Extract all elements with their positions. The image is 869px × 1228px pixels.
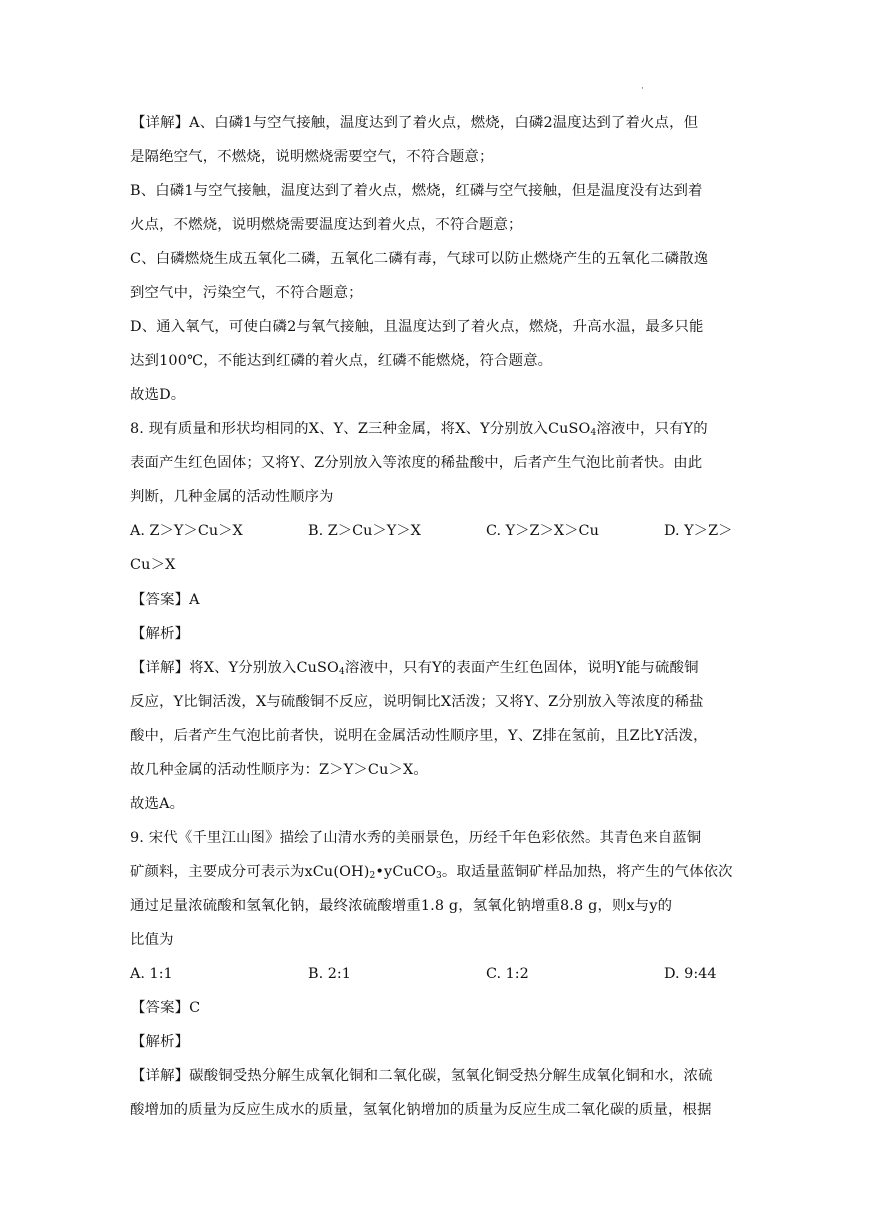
- q8-detail-line1-post: 溶液中，只有Y的表面产生红色固体，说明Y能与硫酸铜: [344, 660, 699, 676]
- q9-answer: 【答案】C: [131, 1000, 201, 1016]
- q9-detail-line1: 【详解】碳酸铜受热分解生成氧化铜和二氧化碳，氢氧化铜受热分解生成氧化铜和水，浓硫: [131, 1068, 713, 1084]
- q7-detail-d-line2: 达到100℃，不能达到红磷的着火点，红磷不能燃烧，符合题意。: [130, 353, 553, 369]
- q8-detail-line1: [131, 658, 699, 678]
- q8-option-d-continued: Cu＞X: [130, 557, 176, 573]
- q9-stem-line2-sub1: 2: [369, 871, 376, 881]
- q8-analysis-heading: 【解析】: [131, 626, 190, 642]
- q8-option-b: B. Z＞Cu＞Y＞X: [308, 523, 421, 539]
- q8-detail-line3: 酸中，后者产生气泡比前者快，说明在金属活动性顺序里，Y、Z排在氢前，且Z比Y活泼，: [130, 728, 708, 744]
- q9-analysis-heading: 【解析】: [131, 1034, 190, 1050]
- q9-stem-line2-sub2: 3: [436, 871, 442, 881]
- q9-option-b: B. 2:1: [308, 966, 351, 982]
- q8-stem-line3: 判断，几种金属的活动性顺序为: [130, 489, 334, 505]
- q9-stem-line2-mid: •yCuCO: [375, 864, 437, 880]
- q7-choice: 故选D。: [130, 387, 186, 403]
- q7-detail-a-line2: 是隔绝空气，不燃烧，说明燃烧需要空气，不符合题意；: [130, 149, 494, 165]
- q9-stem-line1: 9. 宋代《千里江山图》描绘了山清水秀的美丽景色，历经千年色彩依然。其青色来自蓝铜: [130, 830, 702, 846]
- q9-detail-line2: 酸增加的质量为反应生成水的质量，氢氧化钠增加的质量为反应生成二氧化碳的质量，根据: [130, 1102, 712, 1118]
- header-mark: ·: [641, 84, 644, 94]
- q8-detail-line4: 故几种金属的活动性顺序为：Z＞Y＞Cu＞X。: [130, 762, 428, 778]
- q9-stem-line2: [130, 862, 733, 882]
- q9-option-a: A. 1:1: [130, 966, 173, 982]
- q9-stem-line2-pre: 矿颜料，主要成分可表示为xCu(OH): [130, 864, 370, 880]
- q7-detail-c-line1: C、白磷燃烧生成五氧化二磷，五氧化二磷有毒，气球可以防止燃烧产生的五氧化二磷散逸: [130, 251, 709, 267]
- q8-detail-line1-sub: 4: [339, 667, 345, 677]
- q9-stem-line3: 通过足量浓硫酸和氢氧化钠，最终浓硫酸增重1.8 g，氢氧化钠增重8.8 g，则x与y的: [130, 898, 673, 914]
- q7-detail-d-line1: D、通入氧气，可使白磷2与氧气接触，且温度达到了着火点，燃烧，升高水温，最多只能: [130, 319, 704, 335]
- q8-answer: 【答案】A: [131, 592, 200, 608]
- q8-detail-line2: 反应，Y比铜活泼，X与硫酸铜不反应，说明铜比X活泼；又将Y、Z分别放入等浓度的稀盐: [130, 694, 704, 710]
- q8-option-d: D. Y＞Z＞: [664, 523, 733, 539]
- q7-detail-b-line2: 火点，不燃烧，说明燃烧需要温度达到着火点，不符合题意；: [130, 217, 523, 233]
- q9-stem-line2-post: 。取适量蓝铜矿样品加热，将产生的气体依次: [441, 864, 733, 880]
- q7-detail-c-line2: 到空气中，污染空气，不符合题意；: [130, 285, 363, 301]
- q8-stem-line2: 表面产生红色固体；又将Y、Z分别放入等浓度的稀盐酸中，后者产生气泡比前者快。由此: [130, 455, 703, 471]
- q9-option-d: D. 9:44: [664, 966, 717, 982]
- q8-option-c: C. Y＞Z＞X＞Cu: [486, 523, 599, 539]
- q8-choice: 故选A。: [130, 796, 185, 812]
- q7-detail-b-line1: B、白磷1与空气接触，温度达到了着火点，燃烧，红磷与空气接触，但是温度没有达到着: [130, 183, 703, 199]
- q8-option-a: A. Z＞Y＞Cu＞X: [130, 523, 243, 539]
- q9-option-c: C. 1:2: [486, 966, 529, 982]
- q9-stem-line4: 比值为: [130, 932, 174, 948]
- q8-stem-line1-pre: 8. 现有质量和形状均相同的X、Y、Z三种金属，将X、Y分别放入CuSO: [130, 421, 591, 437]
- q7-detail-a-line1: 【详解】A、白磷1与空气接触，温度达到了着火点，燃烧，白磷2温度达到了着火点，但: [131, 115, 699, 131]
- q8-detail-line1-pre: 【详解】将X、Y分别放入CuSO: [131, 660, 339, 676]
- q8-stem-line1: [130, 419, 708, 439]
- q8-stem-line1-sub: 4: [590, 428, 597, 438]
- q8-stem-line1-post: 溶液中，只有Y的: [596, 421, 708, 437]
